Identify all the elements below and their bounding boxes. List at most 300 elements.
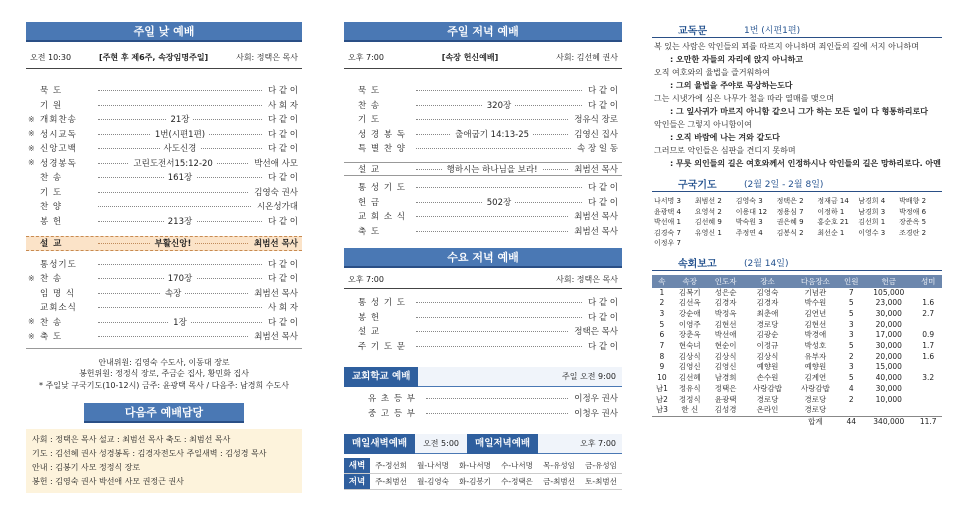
report-cell: 2 xyxy=(848,394,854,404)
report-cell: 남2 xyxy=(655,394,668,404)
order-detail: 속장 xyxy=(161,287,185,299)
order-dots xyxy=(96,214,264,229)
order-star: ※ xyxy=(28,129,35,139)
prayer-name: 김봉식 2 xyxy=(776,228,804,237)
order-who: 다 같 이 xyxy=(267,259,298,270)
order-name: 중 고 등 부 xyxy=(368,408,416,419)
info-column xyxy=(652,0,942,528)
order-dots xyxy=(96,315,264,330)
order-dots xyxy=(96,329,250,344)
report-cell xyxy=(914,320,942,331)
report-cell: 3 xyxy=(848,362,854,372)
report-cell: 현숙녀 xyxy=(678,341,701,351)
daily-cell: 수-나서명 xyxy=(496,458,538,474)
report-cell: 4 xyxy=(848,383,854,393)
prayer-name: 장준옥 5 xyxy=(899,218,927,226)
order-dots xyxy=(414,339,584,354)
order-who: 다 같 이 xyxy=(587,312,618,323)
order-name: 축 도 xyxy=(40,332,63,343)
evening-time: 오후 7:00 xyxy=(348,52,384,62)
order-dots xyxy=(424,406,570,421)
report-total-cell: 340,000 xyxy=(863,416,914,427)
report-cell xyxy=(863,405,914,416)
report-cell: 최춘애 xyxy=(756,308,779,318)
report-cell: 0.9 xyxy=(922,330,935,340)
wednesday-order-list xyxy=(344,295,622,353)
daily-cell: 주-최범선 xyxy=(370,474,412,490)
order-who: 다 같 이 xyxy=(587,197,618,208)
order-name: 찬 송 xyxy=(40,274,63,285)
order-dots xyxy=(414,324,570,339)
report-title: 속회보고 xyxy=(678,258,717,270)
order-name: 주 기 도 문 xyxy=(358,341,406,352)
report-cell: 1.6 xyxy=(922,351,935,361)
sunday-evening-column xyxy=(344,0,622,528)
evening-sermon-row xyxy=(344,162,622,177)
report-cell: 김영신 xyxy=(678,362,701,372)
order-star: ※ xyxy=(28,317,35,327)
order-name: 봉 헌 xyxy=(358,312,381,323)
order-row xyxy=(26,286,302,301)
prayer-name: 정재금 14 xyxy=(817,197,849,205)
report-cell: 10,000 xyxy=(875,394,902,404)
order-name: 신앙고백 xyxy=(40,144,77,155)
sermon-dots xyxy=(96,237,250,250)
order-row xyxy=(344,83,622,98)
evening-service-title: 주일 저녁 예배 xyxy=(344,22,622,42)
report-header-cell: 속장 xyxy=(672,275,708,288)
sermon-preacher: 최범선 목사 xyxy=(574,164,618,175)
report-cell xyxy=(839,405,863,416)
report-cell xyxy=(914,384,942,395)
report-cell xyxy=(914,405,942,416)
daily-leaders-grid xyxy=(344,458,622,490)
table-row xyxy=(652,373,942,384)
report-cell xyxy=(914,395,942,406)
report-cell: 17,000 xyxy=(875,330,902,340)
prayer-name: 남경희 3 xyxy=(858,207,886,216)
order-dots xyxy=(414,224,570,239)
sermon-name: 설 교 xyxy=(40,239,63,250)
order-row xyxy=(344,209,622,224)
report-cell: 1.7 xyxy=(922,341,935,351)
daily-cell: 금-최범선 xyxy=(538,474,580,490)
order-row xyxy=(26,300,302,315)
report-cell: 장춘옥 xyxy=(678,330,701,340)
prayer-name: 박배향 2 xyxy=(899,197,927,205)
report-header-cell: 장소 xyxy=(744,275,792,288)
order-row xyxy=(344,98,622,113)
evening-order-list-2 xyxy=(344,180,622,238)
order-name: 특 별 찬 양 xyxy=(358,144,406,155)
report-cell: 7 xyxy=(659,341,665,351)
order-who: 최범선 목사 xyxy=(574,212,618,223)
report-header-cell: 헌금 xyxy=(863,275,914,288)
report-cell: 남경희 xyxy=(714,373,737,383)
responsive-reading-sub: 1번 (시편1편) xyxy=(744,26,801,36)
order-who: 최범선 목사 xyxy=(254,332,298,343)
prayer-name: 박선애 1 xyxy=(654,218,681,226)
prayer-title: 구국기도 xyxy=(678,180,717,191)
report-cell: 김현선 xyxy=(714,319,737,329)
order-who: 다 같 이 xyxy=(587,86,618,97)
order-row xyxy=(354,391,622,406)
wednesday-service-title: 수요 저녁 예배 xyxy=(344,248,622,268)
report-header-cell: 인도자 xyxy=(708,275,744,288)
report-cell: 5 xyxy=(659,319,665,329)
order-who: 다 같 이 xyxy=(587,183,618,194)
daily-dawn-time: 오전 5:00 xyxy=(423,439,460,448)
report-cell: 경로당 xyxy=(756,319,779,329)
report-cell: 이정규 xyxy=(756,341,779,351)
report-cell: 8 xyxy=(659,351,665,361)
report-cell: 성은순 xyxy=(714,287,737,297)
daily-row-label: 새벽 xyxy=(344,458,370,474)
morning-leader: 사회: 정택은 목사 xyxy=(236,52,298,62)
sermon-dots xyxy=(414,163,570,176)
report-header-cell: 인원 xyxy=(839,275,863,288)
wednesday-time: 오후 7:00 xyxy=(348,274,384,284)
report-cell: 5 xyxy=(848,373,854,383)
prayer-sub: (2월 2일 - 2월 8일) xyxy=(744,180,824,190)
order-who: 정택은 목사 xyxy=(574,327,618,338)
daily-cell: 주-정선희 xyxy=(370,458,412,474)
church-school-bar xyxy=(344,367,622,387)
prayer-name: 윤광택 4 xyxy=(654,207,681,216)
report-cell: 10 xyxy=(657,373,667,383)
order-row xyxy=(344,324,622,339)
order-who: 사 회 자 xyxy=(267,100,298,111)
order-who: 이정우 권사 xyxy=(574,394,618,405)
order-row xyxy=(344,141,622,156)
prayer-name: 나서명 3 xyxy=(654,197,681,205)
order-star: ※ xyxy=(28,143,35,153)
order-name: 봉 헌 xyxy=(40,216,63,227)
daily-cell: 수-정택은 xyxy=(496,474,538,490)
table-row xyxy=(652,352,942,363)
responsive-reading-title: 교독문 xyxy=(678,26,707,37)
church-school-list xyxy=(344,391,622,420)
prayer-name: 정택은 2 xyxy=(776,197,804,205)
reading-line: : 오직 바람에 나는 겨와 같도다 xyxy=(670,133,780,142)
evening-theme: [속장 헌신예배] xyxy=(441,52,499,62)
report-cell: 7 xyxy=(848,287,854,297)
daily-dawn-tag: 매일새벽예배 xyxy=(344,434,415,454)
order-dots xyxy=(96,170,264,185)
table-row xyxy=(652,298,942,309)
prayer-name: 남경희 4 xyxy=(858,197,886,205)
order-detail: 502장 xyxy=(483,196,515,208)
responsive-reading-header xyxy=(652,22,942,38)
report-total-cell xyxy=(672,416,708,427)
order-dots xyxy=(96,83,264,98)
order-row xyxy=(26,185,302,200)
daily-row-label: 저녁 xyxy=(344,474,370,490)
report-cell: 윤광택 xyxy=(714,394,737,404)
order-who: 다 같 이 xyxy=(267,115,298,126)
order-name: 설 교 xyxy=(358,327,381,338)
order-star: ※ xyxy=(28,114,35,124)
order-row xyxy=(26,214,302,229)
reading-line: : 그의 율법을 주야로 묵상하는도다 xyxy=(670,81,793,90)
morning-time: 오전 10:30 xyxy=(30,52,72,62)
order-dots xyxy=(414,98,584,113)
order-name: 통성기도 xyxy=(40,259,77,270)
report-cell: 경로당 xyxy=(804,405,827,415)
order-name: 기 원 xyxy=(40,100,63,111)
report-sub: (2월 14일) xyxy=(744,258,789,269)
order-dots xyxy=(96,257,264,272)
next-week-title: 다음주 예배담당 xyxy=(84,403,244,423)
daily-cell: 월-나서명 xyxy=(412,458,454,474)
responsive-reading-text xyxy=(652,38,942,170)
prayer-name: 주정연 4 xyxy=(735,228,763,237)
report-cell: 김성경 xyxy=(714,405,737,415)
report-cell: 박수원 xyxy=(804,298,827,308)
order-name: 통 성 기 도 xyxy=(358,183,406,194)
order-dots xyxy=(96,185,250,200)
order-detail: 320장 xyxy=(483,99,515,111)
order-row xyxy=(344,310,622,325)
report-cell: 3 xyxy=(848,330,854,340)
order-who: 다 같 이 xyxy=(267,173,298,184)
report-cell: 5 xyxy=(848,298,854,308)
morning-order-list-2 xyxy=(26,257,302,344)
note-line: 봉헌위원: 정정식 장로, 주금순 집사, 황민화 집사 xyxy=(79,369,249,378)
morning-theme: [주현 후 제6주, 속장임명주일] xyxy=(98,52,209,62)
order-dots xyxy=(96,112,264,127)
order-row xyxy=(26,170,302,185)
report-cell: 김영숙 xyxy=(756,287,779,297)
order-dots xyxy=(414,180,584,195)
report-cell: 남3 xyxy=(655,405,668,415)
report-cell: 105,000 xyxy=(873,287,905,297)
order-name: 성 경 봉 독 xyxy=(358,129,406,140)
order-dots xyxy=(96,286,250,301)
order-dots xyxy=(414,112,570,127)
report-cell: 유부자 xyxy=(804,351,827,361)
order-row xyxy=(26,257,302,272)
prayer-header xyxy=(652,176,942,192)
table-row xyxy=(652,320,942,331)
order-dots xyxy=(414,295,584,310)
prayer-name: 정용심 7 xyxy=(776,207,804,216)
order-row xyxy=(344,112,622,127)
report-cell: 김경자 xyxy=(714,298,737,308)
order-dots xyxy=(96,300,264,315)
report-cell: 박선애 xyxy=(714,330,737,340)
table-row xyxy=(652,405,942,416)
reading-line: : 그 잎사귀가 마르지 아니함 같으니 그가 하는 모든 일이 다 형통하리로다 xyxy=(670,107,928,116)
next-week-assignments xyxy=(26,429,302,493)
report-cell: 기념관 xyxy=(804,287,827,297)
prayer-name: 김경숙 7 xyxy=(654,228,681,237)
order-row xyxy=(26,271,302,286)
order-dots xyxy=(96,271,264,286)
prayer-name: 박숙원 3 xyxy=(735,218,763,226)
note-line: * 주일낮 구국기도(10-12시) 금주: 윤광택 목사 / 다음주: 남경희 수도사 xyxy=(39,380,289,390)
reading-line: 그러므로 악인들은 심판을 견디지 못하며 xyxy=(654,146,796,155)
prayer-name: 조경란 2 xyxy=(899,228,927,237)
reading-line: 복 있는 사람은 악인들의 꾀를 따르지 아니하며 죄인들의 길에 서지 아니하며 xyxy=(654,42,919,51)
report-cell: 김상식 xyxy=(678,351,701,361)
report-cell: 9 xyxy=(659,362,665,372)
order-who: 다 같 이 xyxy=(587,341,618,352)
order-name: 교회소식 xyxy=(40,303,77,314)
prayer-name: 권은혜 9 xyxy=(776,218,804,226)
morning-notes xyxy=(26,357,302,392)
wednesday-service-info xyxy=(344,270,622,288)
table-row xyxy=(652,362,942,373)
order-who: 다 같 이 xyxy=(267,86,298,97)
table-row xyxy=(652,395,942,406)
report-cell: 2.7 xyxy=(922,308,935,318)
order-detail: 1번(시편1편) xyxy=(151,128,209,140)
report-cell: 박경애 xyxy=(804,330,827,340)
prayer-name: 최선순 1 xyxy=(817,228,845,237)
order-who: 다 같 이 xyxy=(587,298,618,309)
report-total-cell: 합계 xyxy=(791,416,839,427)
order-dots xyxy=(414,127,570,142)
report-cell: 예향원 xyxy=(756,362,779,372)
assignment-line: 기도 : 김선혜 권사 성경봉독 : 김경자전도사 주일새벽 : 김성경 목사 xyxy=(32,449,267,458)
order-name: 유 초 등 부 xyxy=(368,394,416,405)
report-cell: 40,000 xyxy=(875,373,902,383)
order-who: 다 같 이 xyxy=(267,129,298,140)
order-who: 다 같 이 xyxy=(267,317,298,328)
report-cell: 김상식 xyxy=(756,351,779,361)
prayer-name: 이영수 3 xyxy=(858,228,886,237)
report-header-cell: 속 xyxy=(652,275,672,288)
report-cell: 1.6 xyxy=(922,298,935,308)
prayer-name: 김영숙 3 xyxy=(735,197,763,205)
report-cell: 23,000 xyxy=(875,298,902,308)
order-name: 헌 금 xyxy=(358,197,381,208)
order-name: 기 도 xyxy=(40,187,63,198)
report-cell: 30,000 xyxy=(875,341,902,351)
wednesday-leader: 사회: 정택은 목사 xyxy=(556,274,618,284)
table-row xyxy=(652,288,942,299)
sermon-title: 행하시는 하나님을 보라! xyxy=(443,163,542,175)
prayer-name: 김선희 1 xyxy=(858,218,886,226)
report-cell: 20,000 xyxy=(875,319,902,329)
report-cell: 경로당 xyxy=(804,394,827,404)
report-cell: 김연년 xyxy=(804,308,827,318)
report-total-cell xyxy=(652,416,672,427)
morning-service-title: 주일 낮 예배 xyxy=(26,22,302,42)
report-header-cell: 성미 xyxy=(914,275,942,288)
order-dots xyxy=(96,141,264,156)
sermon-title: 부활신앙! xyxy=(151,237,196,249)
order-who: 이청우 권사 xyxy=(574,408,618,419)
order-who: 김영신 집사 xyxy=(574,129,618,140)
report-cell: 3 xyxy=(848,319,854,329)
order-row xyxy=(354,406,622,421)
report-cell: 3.2 xyxy=(922,373,935,383)
order-who: 다 같 이 xyxy=(587,100,618,111)
order-dots xyxy=(96,156,250,171)
report-cell: 15,000 xyxy=(875,362,902,372)
report-cell: 2 xyxy=(848,351,854,361)
table-row xyxy=(652,384,942,395)
sermon-preacher: 최범선 목사 xyxy=(253,239,298,250)
report-cell: 김현선 xyxy=(804,319,827,329)
order-row xyxy=(26,141,302,156)
daily-cell: 목-유성임 xyxy=(538,458,580,474)
assignment-line: 봉헌 : 김영숙 권사 박선애 사모 권정근 권사 xyxy=(32,477,184,486)
report-cell: 박성호 xyxy=(804,341,827,351)
report-cell: 1 xyxy=(659,287,665,297)
assignment-line: 사회 : 정택은 목사 설교 : 최범선 목사 축도 : 최범선 목사 xyxy=(32,435,231,444)
order-who: 다 같 이 xyxy=(267,274,298,285)
order-row xyxy=(26,112,302,127)
prayer-name: 최범선 2 xyxy=(694,197,722,205)
table-row xyxy=(652,341,942,352)
report-cell: 현순이 xyxy=(714,341,737,351)
order-who: 다 같 이 xyxy=(267,144,298,155)
report-total-cell xyxy=(708,416,744,427)
order-name: 축 도 xyxy=(358,226,381,237)
daily-cell: 토-최범선 xyxy=(580,474,622,490)
church-school-time: 주일 오전 9:00 xyxy=(562,372,616,381)
order-row xyxy=(344,127,622,142)
order-row xyxy=(344,180,622,195)
sermon-name: 설 교 xyxy=(358,164,381,175)
report-total-cell: 44 xyxy=(839,416,863,427)
order-name: 성경봉독 xyxy=(40,158,77,169)
report-cell: 온라인 xyxy=(756,405,779,415)
daily-cell: 금-유성임 xyxy=(580,458,622,474)
order-who: 최범선 목사 xyxy=(254,288,298,299)
report-cell: 예향원 xyxy=(804,362,827,372)
reading-line: 악인들은 그렇지 아니함이여 xyxy=(654,120,752,129)
cell-group-report-table xyxy=(652,275,942,428)
order-name: 묵 도 xyxy=(358,86,381,97)
order-who: 속 장 일 동 xyxy=(577,144,618,155)
order-name: 통 성 기 도 xyxy=(358,298,406,309)
report-cell xyxy=(914,362,942,373)
reading-line: 그는 시냇가에 심은 나무가 철을 따라 열매를 맺으며 xyxy=(654,94,835,103)
report-cell: 정정식 xyxy=(678,394,701,404)
report-cell: 20,000 xyxy=(875,351,902,361)
order-dots xyxy=(96,127,264,142)
report-cell: 강순애 xyxy=(678,308,701,318)
report-cell xyxy=(914,288,942,299)
report-cell: 김선옥 xyxy=(678,298,701,308)
report-cell: 김복기 xyxy=(678,287,701,297)
order-name: 찬 송 xyxy=(358,100,381,111)
order-name: 개회찬송 xyxy=(40,115,77,126)
prayer-name: 이용대 12 xyxy=(735,207,768,216)
report-total-cell xyxy=(744,416,792,427)
order-dots xyxy=(414,195,584,210)
order-detail: 21장 xyxy=(166,113,193,125)
report-cell: 3 xyxy=(659,308,665,318)
prayer-name: 유영신 1 xyxy=(694,228,722,237)
order-detail: 1장 xyxy=(169,316,191,328)
prayer-name: 이정우 7 xyxy=(654,239,681,247)
order-who: 김영숙 권사 xyxy=(254,187,298,198)
order-who: 다 같 이 xyxy=(267,216,298,227)
note-line: 안내위원: 김영숙 수도사, 이동대 장로 xyxy=(98,357,230,367)
order-name: 찬 송 xyxy=(40,317,63,328)
order-row xyxy=(26,98,302,113)
order-row xyxy=(26,127,302,142)
order-dots xyxy=(414,209,570,224)
report-cell: 남1 xyxy=(655,383,668,393)
daily-service-bar xyxy=(344,434,622,454)
report-cell: 한 신 xyxy=(681,405,699,415)
